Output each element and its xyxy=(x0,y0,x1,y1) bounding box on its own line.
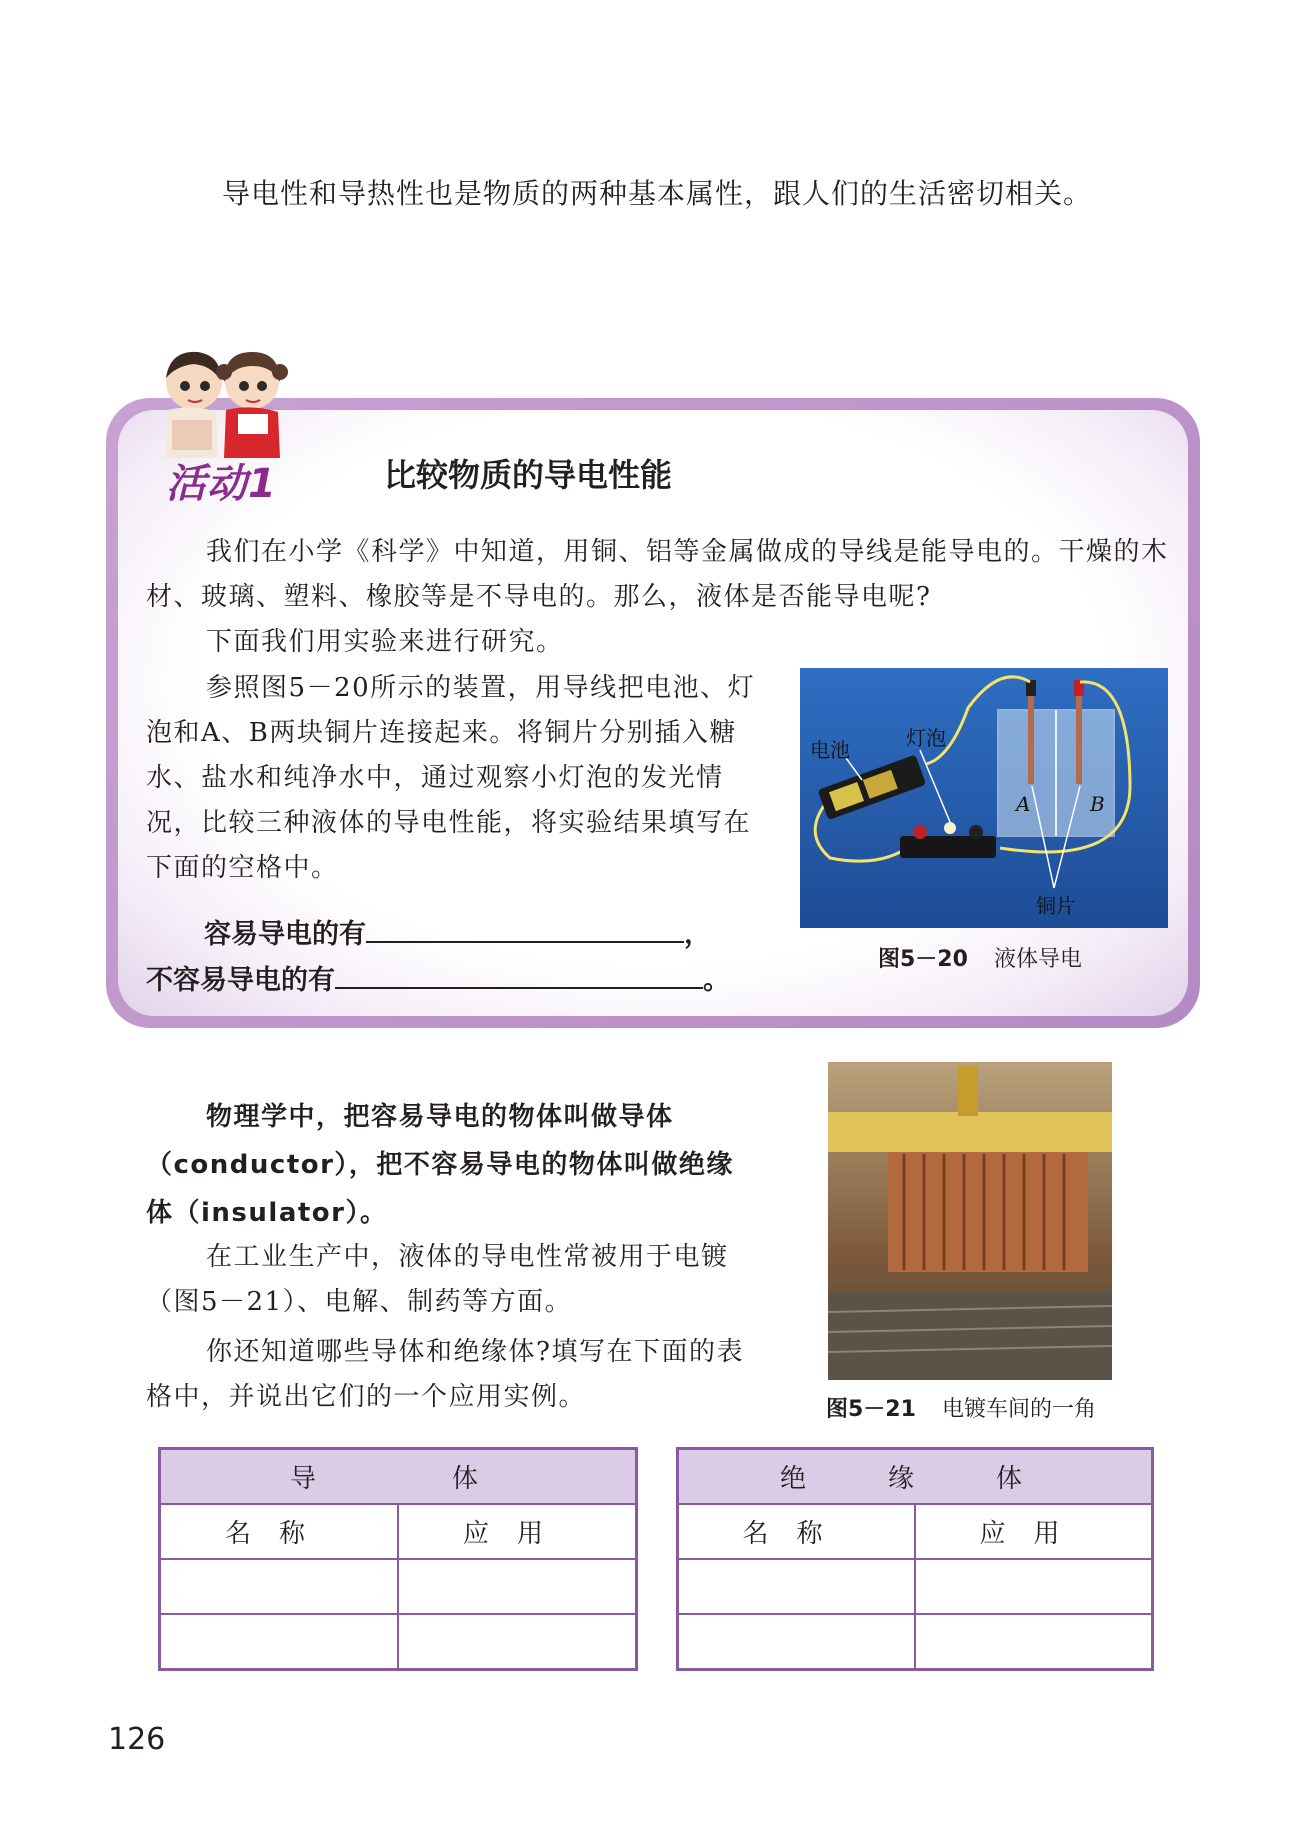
conductor-table-title: 导 体 xyxy=(160,1449,637,1505)
industry-paragraph: 在工业生产中，液体的导电性常被用于电镀（图5－21）、电解、制药等方面。 xyxy=(146,1242,729,1317)
table-cell[interactable] xyxy=(678,1559,916,1614)
page-number: 126 xyxy=(108,1722,166,1757)
column-header-name: 名称 xyxy=(678,1504,916,1559)
fill-blank-punct: ， xyxy=(684,919,711,950)
table-cell[interactable] xyxy=(915,1559,1153,1614)
answer-line[interactable] xyxy=(335,961,703,989)
column-header-name: 名称 xyxy=(160,1504,399,1559)
figure-caption-text: 电镀车间的一角 xyxy=(941,1397,1096,1422)
figure-label-battery: 电池 xyxy=(810,738,850,762)
figure-label-copper: 铜片 xyxy=(1036,894,1076,918)
figure-5-21-caption xyxy=(826,1392,1096,1423)
insulator-table-title: 绝 缘 体 xyxy=(678,1449,1153,1505)
intro-text: 导电性和导热性也是物质的两种基本属性，跟人们的生活密切相关。 xyxy=(222,177,1093,210)
table-cell[interactable] xyxy=(678,1614,916,1670)
figure-label-a: A xyxy=(1016,792,1031,816)
question-paragraph: 你还知道哪些导体和绝缘体?填写在下面的表格中，并说出它们的一个应用实例。 xyxy=(146,1337,744,1412)
insulator-table xyxy=(676,1447,1154,1671)
table-cell[interactable] xyxy=(915,1614,1153,1670)
figure-caption-number: 图5－21 xyxy=(826,1397,916,1422)
fill-blank-nonconductive xyxy=(146,958,730,997)
figure-label-bulb: 灯泡 xyxy=(906,726,946,750)
fill-blank-conductive xyxy=(204,912,711,951)
figure-caption-text: 液体导电 xyxy=(993,947,1082,972)
electroplating-workshop-photo xyxy=(828,1062,1112,1380)
cartoon-children-illustration xyxy=(154,346,294,466)
figure-5-20-caption xyxy=(878,942,1082,973)
activity-label: 活动1 xyxy=(166,461,277,507)
activity-title: 比较物质的导电性能 xyxy=(384,456,673,494)
table-cell[interactable] xyxy=(398,1559,637,1614)
table-cell[interactable] xyxy=(160,1614,399,1670)
conductor-table xyxy=(158,1447,638,1671)
column-header-use: 应用 xyxy=(915,1504,1153,1559)
liquid-conduction-photo xyxy=(800,668,1168,928)
fill-blank-punct: 。 xyxy=(703,965,730,996)
table-cell[interactable] xyxy=(398,1614,637,1670)
figure-caption-number: 图5－20 xyxy=(878,947,968,972)
column-header-use: 应用 xyxy=(398,1504,637,1559)
figure-label-b: B xyxy=(1090,792,1105,816)
fill-blank-label: 不容易导电的有 xyxy=(146,965,335,996)
activity-paragraph-3: 参照图5－20所示的装置，用导线把电池、灯泡和A、B两块铜片连接起来。将铜片分别插入糖水、盐水和纯净水中，通过观察小灯泡的发光情况，比较三种液体的导电性能，将实验结果填写在下面的空格中。 xyxy=(146,673,756,883)
fill-blank-label: 容易导电的有 xyxy=(204,919,366,950)
answer-line[interactable] xyxy=(366,915,684,943)
table-cell[interactable] xyxy=(160,1559,399,1614)
activity-paragraph-2: 下面我们用实验来进行研究。 xyxy=(206,627,564,657)
definition-paragraph: 物理学中，把容易导电的物体叫做导体（conductor），把不容易导电的物体叫做绝缘体（insulator）。 xyxy=(146,1102,734,1228)
activity-paragraph-1: 我们在小学《科学》中知道，用铜、铝等金属做成的导线是能导电的。干燥的木材、玻璃、塑料、橡胶等是不导电的。那么，液体是否能导电呢? xyxy=(146,537,1169,612)
